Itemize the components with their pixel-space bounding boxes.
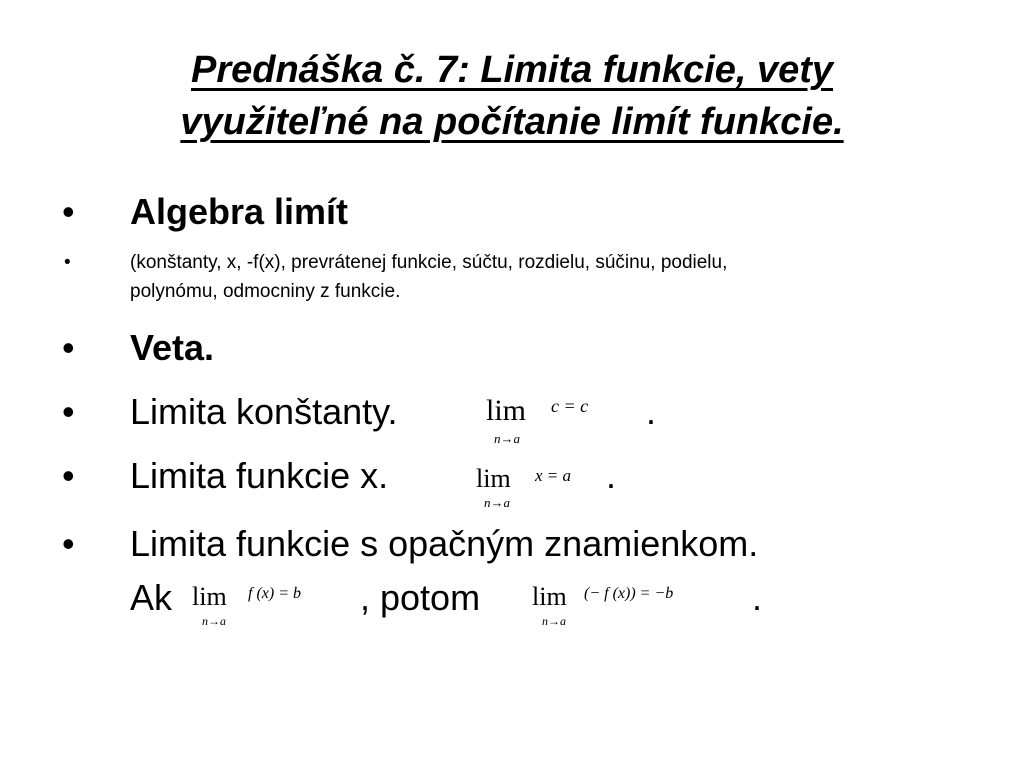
bullet: • — [62, 327, 75, 368]
item-text-line-1: (konštanty, x, -f(x), prevrátenej funkcie, súčtu, rozdielu, súčinu, podielu, — [130, 252, 728, 273]
title-line-1: Prednáška č. 7: Limita funkcie, vety — [190, 49, 834, 91]
item-text-line-1: Limita funkcie s opačným znamienkom. — [130, 523, 759, 564]
title-line-2: využiteľné na počítanie limít funkcie. — [180, 101, 844, 143]
trailing-period: . — [606, 455, 617, 496]
bullet: • — [64, 252, 71, 273]
lim-operator: lim — [532, 582, 567, 611]
bullet: • — [62, 523, 75, 564]
lim-expression: x = a — [535, 466, 572, 485]
slide-title — [60, 44, 964, 148]
bullet: • — [62, 391, 75, 432]
lim-subscript: n→a — [484, 495, 510, 510]
trailing-period: . — [646, 391, 657, 432]
lim-expression: f (x) = b — [248, 585, 301, 602]
lim-operator: lim — [476, 464, 511, 493]
item-text-line-2: polynómu, odmocniny z funkcie. — [130, 281, 401, 302]
lim-operator: lim — [192, 582, 227, 611]
lim-expression: (− f (x)) = −b — [584, 585, 674, 602]
item-text: Limita funkcie x. — [130, 455, 389, 496]
item-text: Algebra limít — [130, 191, 349, 232]
bullet: • — [62, 191, 75, 232]
lim-subscript: n→a — [494, 431, 520, 446]
lim-expression: c = c — [551, 396, 589, 416]
item-prefix: Ak — [130, 577, 173, 618]
lim-subscript: n→a — [202, 614, 226, 628]
lim-subscript: n→a — [542, 614, 566, 628]
item-middle-text: , potom — [360, 577, 481, 618]
item-text: Veta. — [130, 327, 215, 368]
item-text: Limita konštanty. — [130, 391, 398, 432]
bullet: • — [62, 455, 75, 496]
lim-operator: lim — [486, 394, 527, 427]
trailing-period: . — [752, 577, 763, 618]
